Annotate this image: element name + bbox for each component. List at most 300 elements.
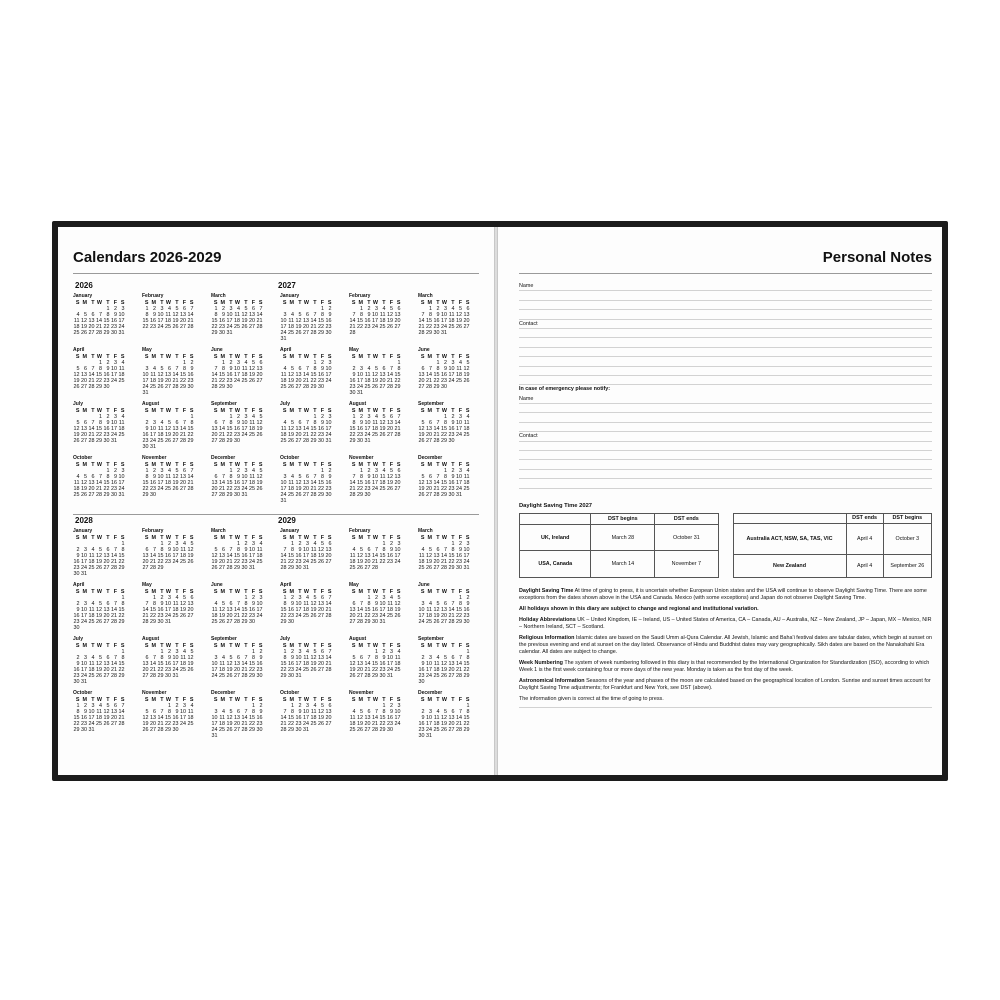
day-cell: 4 (99, 703, 102, 709)
day-cell: 23 (73, 673, 80, 679)
day-cell: 9 (360, 420, 363, 426)
day-cell: 13 (219, 553, 225, 559)
name-line[interactable] (519, 291, 932, 300)
day-cell: 19 (73, 378, 80, 384)
day-cell: 13 (211, 480, 218, 486)
weekday-header: W (165, 643, 171, 649)
day-cell: 30 (234, 438, 240, 444)
name-line[interactable] (519, 301, 932, 310)
day-cell: 3 (145, 366, 149, 372)
month-name: September (418, 401, 444, 407)
day-cell: 14 (418, 318, 425, 324)
day-cell: 5 (259, 468, 263, 474)
day-cell: 8 (466, 709, 470, 715)
day-cell: 16 (364, 318, 371, 324)
day-cell: 19 (372, 378, 378, 384)
month-name: July (280, 636, 291, 642)
day-cell: 15 (426, 318, 432, 324)
day-cell: 10 (81, 661, 87, 667)
weekday-header: F (389, 643, 393, 649)
day-cell: 31 (463, 565, 470, 571)
day-cell: 7 (222, 420, 225, 426)
day-cell: 20 (211, 432, 218, 438)
day-cell: 20 (180, 480, 186, 486)
day-cell: 8 (160, 547, 164, 553)
contact-line[interactable] (519, 367, 932, 376)
weekday-header: W (441, 300, 447, 306)
weekday-header: T (91, 408, 95, 414)
day-cell: 10 (211, 715, 218, 721)
month-march-2027 (418, 292, 487, 346)
day-cell: 6 (259, 360, 263, 366)
day-cell: 11 (288, 318, 294, 324)
day-cell: 14 (364, 661, 371, 667)
month-days (73, 354, 142, 390)
day-cell: 19 (96, 667, 102, 673)
day-cell: 12 (295, 318, 302, 324)
weekday-header: S (351, 697, 356, 703)
day-cell: 2 (190, 360, 194, 366)
day-cell: 19 (180, 607, 186, 613)
day-cell: 13 (394, 474, 401, 480)
day-cell: 3 (429, 655, 432, 661)
emergency-contact-line[interactable] (519, 470, 932, 479)
note-heading: Astronomical Information (519, 677, 585, 684)
day-cell: 22 (318, 486, 324, 492)
year-labels (73, 280, 479, 292)
weekday-header: T (106, 408, 110, 414)
day-cell: 28 (303, 384, 309, 390)
day-cell: 19 (96, 559, 102, 565)
contact-field[interactable]: Contact (519, 320, 932, 329)
month-name: July (73, 636, 84, 642)
month-name: January (73, 293, 93, 299)
weekday-header: W (165, 300, 171, 306)
day-cell: 17 (118, 480, 125, 486)
weekday-header: S (258, 354, 263, 360)
day-cell: 12 (426, 553, 432, 559)
day-cell: 28 (142, 619, 149, 625)
day-cell: 16 (219, 318, 225, 324)
day-cell: 12 (394, 601, 401, 607)
weekday-header: S (396, 589, 401, 595)
day-cell: 13 (234, 715, 240, 721)
day-cell: 18 (394, 661, 401, 667)
day-cell: 12 (456, 312, 462, 318)
day-cell: 5 (259, 414, 263, 420)
day-cell: 9 (375, 601, 378, 607)
day-cell: 25 (379, 324, 386, 330)
day-cell: 3 (306, 541, 309, 547)
day-cell: 23 (111, 486, 117, 492)
day-cell: 26 (142, 727, 149, 733)
day-cell: 2 (114, 306, 117, 312)
month-july-2029 (280, 635, 349, 689)
day-cell: 24 (448, 378, 455, 384)
day-cell: 30 (364, 492, 371, 498)
day-cell: 11 (394, 655, 401, 661)
day-cell: 9 (106, 366, 110, 372)
day-cell: 5 (84, 474, 87, 480)
day-cell: 11 (256, 547, 263, 553)
month-days (142, 697, 211, 733)
day-cell: 11 (73, 318, 80, 324)
weekday-header: W (372, 408, 378, 414)
note-paragraph (519, 660, 932, 674)
emergency-contact-line[interactable] (519, 451, 932, 460)
day-cell: 7 (229, 547, 233, 553)
weekday-header: T (91, 643, 95, 649)
day-cell: 20 (325, 553, 332, 559)
day-cell: 8 (375, 655, 378, 661)
day-cell: 24 (280, 330, 287, 336)
day-cell: 22 (187, 432, 194, 438)
weekday-header: T (367, 697, 371, 703)
day-cell: 2 (421, 709, 425, 715)
day-cell: 30 (441, 384, 447, 390)
day-cell: 13 (433, 553, 440, 559)
day-cell: 3 (214, 655, 218, 661)
day-cell: 13 (364, 553, 371, 559)
day-cell: 7 (99, 474, 102, 480)
day-cell: 10 (463, 547, 470, 553)
emergency-contact-field[interactable]: Contact (519, 432, 932, 441)
day-cell: 28 (172, 384, 179, 390)
day-cell: 8 (321, 312, 324, 318)
day-cell: 20 (357, 667, 363, 673)
day-cell: 20 (318, 661, 324, 667)
day-cell: 27 (349, 619, 356, 625)
weekday-header: F (458, 462, 462, 468)
day-cell: 16 (111, 480, 117, 486)
day-cell: 1 (99, 360, 102, 366)
weekday-header: W (441, 408, 447, 414)
day-cell: 1 (121, 595, 125, 601)
day-cell: 17 (295, 607, 302, 613)
day-cell: 28 (456, 673, 462, 679)
day-cell: 23 (103, 432, 110, 438)
day-cell: 27 (81, 438, 87, 444)
day-cell: 10 (372, 474, 378, 480)
month-name: June (211, 582, 223, 588)
emergency-name-line[interactable] (519, 423, 932, 432)
day-cell: 24 (157, 486, 164, 492)
day-cell: 17 (364, 426, 371, 432)
day-cell: 22 (280, 667, 287, 673)
contact-line[interactable] (519, 329, 932, 338)
year-label: 2026 (75, 281, 93, 290)
day-cell: 27 (441, 619, 447, 625)
month-june-2027 (418, 346, 487, 400)
day-cell: 17 (372, 480, 378, 486)
day-cell: 24 (303, 559, 309, 565)
day-cell: 17 (456, 426, 462, 432)
day-cell: 10 (303, 709, 309, 715)
weekday-header: S (189, 535, 194, 541)
day-cell: 16 (157, 607, 164, 613)
day-cell: 28 (226, 565, 233, 571)
day-cell: 12 (180, 601, 186, 607)
weekday-header: M (220, 535, 225, 541)
day-cell: 19 (165, 432, 171, 438)
day-cell: 4 (306, 595, 309, 601)
day-cell: 14 (426, 372, 432, 378)
day-cell: 29 (318, 492, 324, 498)
emergency-name-line[interactable] (519, 413, 932, 422)
day-cell: 1 (375, 649, 378, 655)
day-cell: 6 (214, 420, 218, 426)
day-cell: 9 (114, 312, 117, 318)
day-cell: 25 (180, 559, 186, 565)
day-cell: 7 (306, 366, 309, 372)
calendar-block (73, 280, 479, 508)
day-cell: 11 (364, 372, 371, 378)
weekday-header: T (436, 697, 440, 703)
day-cell: 29 (118, 673, 125, 679)
note-paragraph (519, 617, 932, 631)
day-cell: 6 (328, 703, 332, 709)
day-cell: 1 (190, 414, 194, 420)
day-cell: 27 (172, 438, 179, 444)
day-cell: 7 (459, 655, 462, 661)
day-cell: 3 (459, 468, 462, 474)
day-cell: 10 (111, 366, 117, 372)
day-cell: 5 (397, 595, 401, 601)
day-cell: 23 (73, 565, 80, 571)
day-cell: 14 (241, 715, 248, 721)
day-cell: 3 (328, 360, 332, 366)
weekday-header: S (282, 643, 287, 649)
weekday-header: T (244, 408, 248, 414)
day-cell: 26 (187, 559, 194, 565)
month-june-2026 (211, 346, 280, 400)
month-days (211, 300, 280, 336)
emergency-contact-line[interactable] (519, 442, 932, 451)
weekday-header: S (144, 697, 149, 703)
day-cell: 16 (73, 613, 80, 619)
day-cell: 8 (367, 601, 371, 607)
emergency-contact-line[interactable] (519, 460, 932, 469)
day-cell: 28 (96, 330, 102, 336)
day-cell: 1 (145, 468, 149, 474)
weekday-header: S (396, 300, 401, 306)
day-cell: 10 (456, 474, 462, 480)
weekday-header: S (396, 535, 401, 541)
day-cell: 13 (180, 474, 186, 480)
day-cell: 27 (234, 673, 240, 679)
day-cell: 20 (448, 721, 455, 727)
day-cell: 20 (295, 432, 302, 438)
weekday-header: S (144, 643, 149, 649)
day-cell: 2 (451, 468, 455, 474)
month-days (73, 462, 142, 498)
day-cell: 25 (118, 432, 125, 438)
note-text: The information given is correct at the time of going to press. (519, 695, 664, 702)
day-cell: 9 (298, 709, 302, 715)
day-cell: 17 (280, 324, 287, 330)
weekday-header: M (220, 300, 225, 306)
day-cell: 20 (295, 378, 302, 384)
day-cell: 2 (375, 595, 378, 601)
month-september-2029 (418, 635, 487, 689)
day-cell: 20 (394, 318, 401, 324)
day-cell: 29 (310, 384, 317, 390)
month-august-2026 (142, 400, 211, 454)
weekday-header: T (436, 408, 440, 414)
contact-line[interactable] (519, 357, 932, 366)
day-cell: 8 (382, 547, 386, 553)
day-cell: 4 (397, 649, 401, 655)
month-days (73, 408, 142, 444)
weekday-header: F (182, 643, 186, 649)
day-cell: 30 (288, 619, 294, 625)
day-cell: 4 (244, 360, 248, 366)
name-line[interactable] (519, 310, 932, 319)
month-days (349, 643, 418, 679)
emergency-name-field[interactable]: Name (519, 395, 932, 404)
weekday-header: F (320, 589, 324, 595)
day-cell: 9 (291, 601, 294, 607)
day-cell: 10 (241, 420, 248, 426)
day-cell: 17 (111, 372, 117, 378)
weekday-header: M (82, 354, 87, 360)
day-cell: 12 (165, 426, 171, 432)
day-cell: 13 (387, 420, 393, 426)
month-april-2026 (73, 346, 142, 400)
day-cell: 15 (118, 607, 125, 613)
day-cell: 12 (441, 715, 447, 721)
day-cell: 13 (187, 601, 194, 607)
day-cell: 6 (298, 420, 302, 426)
weekday-header: F (113, 589, 117, 595)
day-cell: 19 (295, 486, 302, 492)
day-cell: 21 (157, 721, 164, 727)
weekday-header: S (282, 354, 287, 360)
day-cell: 14 (187, 474, 194, 480)
day-cell: 30 (463, 619, 470, 625)
day-cell: 28 (325, 667, 332, 673)
day-cell: 3 (121, 468, 125, 474)
day-cell: 16 (318, 426, 324, 432)
day-cell: 19 (318, 715, 324, 721)
weekday-header: T (451, 300, 455, 306)
weekday-header: T (367, 643, 371, 649)
day-cell: 22 (357, 324, 363, 330)
day-cell: 12 (73, 426, 80, 432)
day-cell: 21 (172, 378, 179, 384)
day-cell: 22 (394, 378, 401, 384)
page-title: Personal Notes (822, 249, 932, 266)
day-cell: 6 (106, 601, 110, 607)
day-cell: 27 (379, 384, 386, 390)
weekday-header: W (441, 535, 447, 541)
emergency-contact-line[interactable] (519, 479, 932, 488)
weekday-header: S (213, 462, 218, 468)
day-cell: 17 (418, 613, 425, 619)
day-cell: 21 (310, 486, 317, 492)
day-cell: 20 (142, 667, 149, 673)
day-cell: 26 (456, 324, 462, 330)
day-cell: 2 (328, 306, 332, 312)
day-cell: 8 (436, 366, 440, 372)
day-cell: 12 (357, 715, 363, 721)
month-july-2027 (280, 400, 349, 454)
day-cell: 19 (387, 480, 393, 486)
month-name: May (349, 347, 359, 353)
day-cell: 26 (81, 330, 87, 336)
contact-line[interactable] (519, 376, 932, 385)
day-cell: 15 (379, 715, 386, 721)
day-cell: 9 (160, 601, 164, 607)
day-cell: 9 (168, 655, 171, 661)
month-days (349, 462, 418, 498)
day-cell: 23 (295, 721, 302, 727)
page-title: Calendars 2026-2029 (73, 249, 222, 266)
weekday-header: S (282, 589, 287, 595)
day-cell: 28 (96, 492, 102, 498)
day-cell: 29 (103, 492, 110, 498)
name-field[interactable]: Name (519, 282, 932, 291)
day-cell: 26 (288, 438, 294, 444)
day-cell: 2 (153, 468, 156, 474)
day-cell: 3 (84, 547, 87, 553)
day-cell: 16 (187, 372, 194, 378)
day-cell: 23 (349, 384, 356, 390)
day-cell: 2 (259, 703, 263, 709)
weekday-header: S (420, 300, 425, 306)
weekday-header: W (165, 589, 171, 595)
weekday-header: S (327, 354, 332, 360)
day-cell: 24 (387, 667, 393, 673)
weekday-header: M (289, 354, 294, 360)
emergency-name-line[interactable] (519, 404, 932, 413)
weekday-header: T (313, 643, 317, 649)
day-cell: 18 (349, 559, 356, 565)
weekday-header: S (282, 462, 287, 468)
day-cell: 10 (172, 655, 179, 661)
day-cell: 13 (226, 607, 233, 613)
day-cell: 26 (310, 667, 317, 673)
day-cell: 5 (244, 306, 248, 312)
weekday-header: T (298, 697, 302, 703)
day-cell: 28 (150, 565, 156, 571)
weekday-header: T (244, 300, 248, 306)
day-cell: 14 (256, 312, 263, 318)
contact-line[interactable] (519, 348, 932, 357)
month-december-2026 (211, 454, 280, 508)
day-cell: 28 (418, 330, 425, 336)
day-cell: 11 (448, 312, 455, 318)
day-cell: 25 (187, 721, 194, 727)
weekday-header: T (382, 354, 386, 360)
day-cell: 30 (249, 619, 255, 625)
day-cell: 11 (433, 661, 440, 667)
contact-line[interactable] (519, 338, 932, 347)
day-cell: 24 (280, 492, 287, 498)
day-cell: 9 (229, 366, 233, 372)
day-cell: 17 (394, 553, 401, 559)
day-cell: 14 (303, 372, 309, 378)
day-cell: 4 (76, 312, 80, 318)
weekday-header: M (220, 589, 225, 595)
day-cell: 1 (291, 703, 294, 709)
day-cell: 19 (256, 480, 263, 486)
day-cell: 13 (142, 661, 149, 667)
day-cell: 3 (459, 414, 462, 420)
day-cell: 7 (222, 474, 225, 480)
day-cell: 28 (157, 727, 164, 733)
day-cell: 14 (357, 607, 363, 613)
